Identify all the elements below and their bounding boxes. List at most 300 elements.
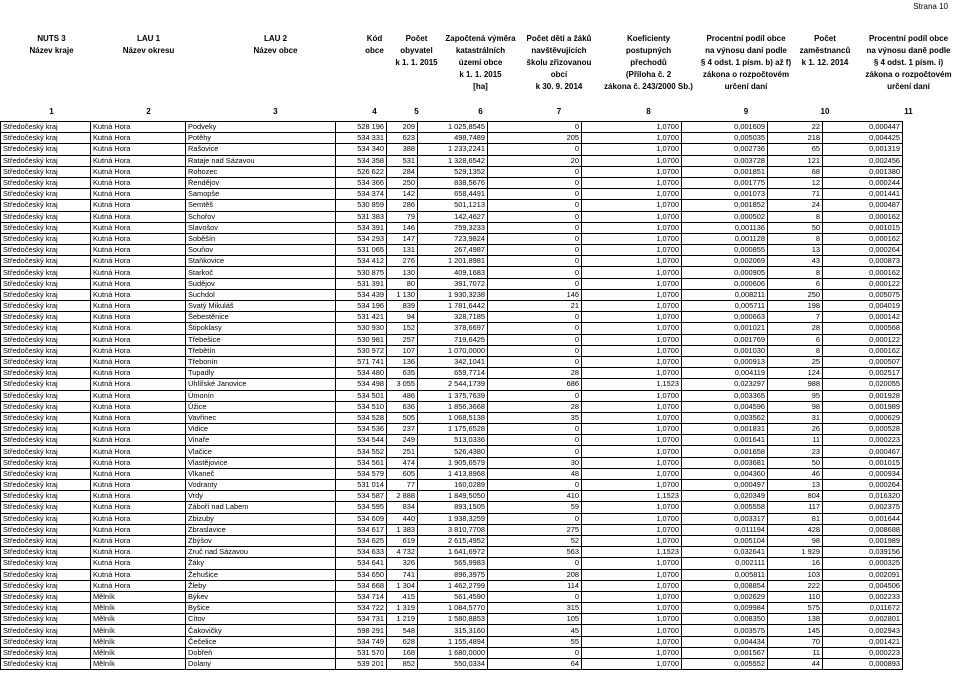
table-cell: 0,003681 xyxy=(682,457,768,468)
table-cell: 0,000162 xyxy=(823,345,903,356)
table-cell: Středočeský kraj xyxy=(1,569,91,580)
table-cell: 0 xyxy=(488,390,582,401)
table-cell: 1 175,6528 xyxy=(418,424,488,435)
table-cell: 71 xyxy=(768,189,823,200)
table-cell: 251 xyxy=(387,446,418,457)
table-cell: 0,005075 xyxy=(823,289,903,300)
table-cell: 0,004596 xyxy=(682,401,768,412)
table-cell: Středočeský kraj xyxy=(1,166,91,177)
table-row xyxy=(1,278,903,289)
data-table xyxy=(0,121,903,670)
table-cell: 1,0700 xyxy=(582,368,682,379)
table-cell: 103 xyxy=(768,569,823,580)
table-cell: Byšice xyxy=(186,603,336,614)
table-cell: Suchdol xyxy=(186,289,336,300)
table-cell: 98 xyxy=(768,401,823,412)
table-row xyxy=(1,535,903,546)
table-cell: 759,3233 xyxy=(418,222,488,233)
table-cell: 534 340 xyxy=(336,144,387,155)
table-cell: Vinaře xyxy=(186,435,336,446)
table-cell: 0,000142 xyxy=(823,312,903,323)
table-cell: 131 xyxy=(387,245,418,256)
column-header: Procentní podíl obce na výnosu daně podle § 4 odst. 1 písm. i) zákona o rozpočtovém určení daní xyxy=(865,34,952,91)
table-cell: Uhlířské Janovice xyxy=(186,379,336,390)
table-cell: 25 xyxy=(768,356,823,367)
table-cell: 534 722 xyxy=(336,603,387,614)
table-cell: Zruč nad Sázavou xyxy=(186,547,336,558)
table-cell: 0,000855 xyxy=(682,245,768,256)
table-cell: 1,0700 xyxy=(582,401,682,412)
table-row xyxy=(1,457,903,468)
table-row xyxy=(1,636,903,647)
table-cell: 0,000447 xyxy=(823,122,903,133)
table-cell: 1,0700 xyxy=(582,502,682,513)
table-cell: 6 xyxy=(768,334,823,345)
table-cell: 1 219 xyxy=(387,614,418,625)
table-cell: 534 579 xyxy=(336,468,387,479)
table-cell: Středočeský kraj xyxy=(1,401,91,412)
table-cell: 659,7714 xyxy=(418,368,488,379)
table-row xyxy=(1,189,903,200)
table-cell: 0 xyxy=(488,356,582,367)
table-cell: 2 888 xyxy=(387,491,418,502)
table-cell: 80 xyxy=(387,278,418,289)
table-cell: 498,7489 xyxy=(418,133,488,144)
table-cell: 378,6697 xyxy=(418,323,488,334)
column-number: 9 xyxy=(743,107,749,116)
table-cell: 326 xyxy=(387,558,418,569)
table-cell: Středočeský kraj xyxy=(1,133,91,144)
table-cell: 105 xyxy=(488,614,582,625)
table-cell: Středočeský kraj xyxy=(1,177,91,188)
table-cell: 284 xyxy=(387,166,418,177)
table-cell: Dolany xyxy=(186,659,336,670)
table-cell: 531 383 xyxy=(336,211,387,222)
table-cell: 0,020349 xyxy=(682,491,768,502)
table-row xyxy=(1,155,903,166)
table-row xyxy=(1,480,903,491)
table-cell: 46 xyxy=(768,468,823,479)
table-cell: Kutná Hora xyxy=(91,301,186,312)
table-cell: 130 xyxy=(387,267,418,278)
table-cell: 0,001851 xyxy=(682,166,768,177)
table-cell: 534 641 xyxy=(336,558,387,569)
table-cell: Mělník xyxy=(91,647,186,658)
table-cell: 0,000629 xyxy=(823,412,903,423)
table-cell: 28 xyxy=(488,368,582,379)
table-cell: 142 xyxy=(387,189,418,200)
table-cell: 124 xyxy=(768,368,823,379)
table-cell: Kutná Hora xyxy=(91,323,186,334)
table-cell: 70 xyxy=(768,636,823,647)
table-cell: Středočeský kraj xyxy=(1,301,91,312)
table-cell: Středočeský kraj xyxy=(1,233,91,244)
table-cell: Středočeský kraj xyxy=(1,580,91,591)
table-cell: Soběšín xyxy=(186,233,336,244)
table-cell: 0,000663 xyxy=(682,312,768,323)
table-row xyxy=(1,245,903,256)
table-cell: Kutná Hora xyxy=(91,435,186,446)
table-cell: Vlastějovice xyxy=(186,457,336,468)
table-cell: 534 374 xyxy=(336,189,387,200)
table-cell: Starkoč xyxy=(186,267,336,278)
table-cell: 534 293 xyxy=(336,233,387,244)
table-cell: 0,001769 xyxy=(682,334,768,345)
table-cell: 0 xyxy=(488,312,582,323)
table-cell: 0,001831 xyxy=(682,424,768,435)
table-cell: Třebonín xyxy=(186,356,336,367)
table-cell: Středočeský kraj xyxy=(1,535,91,546)
table-cell: Kutná Hora xyxy=(91,222,186,233)
table-cell: 0,002091 xyxy=(823,569,903,580)
table-cell: 474 xyxy=(387,457,418,468)
table-cell: 1,1523 xyxy=(582,379,682,390)
table-cell: 741 xyxy=(387,569,418,580)
table-row xyxy=(1,625,903,636)
table-cell: 44 xyxy=(768,659,823,670)
table-cell: Kutná Hora xyxy=(91,166,186,177)
table-cell: 534 552 xyxy=(336,446,387,457)
table-cell: 1 025,8545 xyxy=(418,122,488,133)
table-cell: Středočeský kraj xyxy=(1,636,91,647)
table-cell: Zbizuby xyxy=(186,513,336,524)
table-row xyxy=(1,200,903,211)
table-cell: 534 536 xyxy=(336,424,387,435)
table-cell: Mělník xyxy=(91,659,186,670)
page-number: Strana 10 xyxy=(913,2,948,11)
table-cell: 0,004360 xyxy=(682,468,768,479)
table-row xyxy=(1,312,903,323)
table-cell: 1,0700 xyxy=(582,245,682,256)
table-cell: 0,000223 xyxy=(823,647,903,658)
table-cell: Středočeský kraj xyxy=(1,345,91,356)
table-cell: Středočeský kraj xyxy=(1,256,91,267)
table-cell: 209 xyxy=(387,122,418,133)
table-cell: 534 714 xyxy=(336,591,387,602)
table-cell: 110 xyxy=(768,591,823,602)
table-cell: 530 972 xyxy=(336,345,387,356)
table-cell: 1,0700 xyxy=(582,412,682,423)
table-cell: 0,001989 xyxy=(823,535,903,546)
table-row xyxy=(1,513,903,524)
table-cell: 59 xyxy=(488,502,582,513)
table-cell: 0,008688 xyxy=(823,524,903,535)
table-cell: 81 xyxy=(768,513,823,524)
table-cell: 623 xyxy=(387,133,418,144)
table-cell: 1 462,2799 xyxy=(418,580,488,591)
table-row xyxy=(1,323,903,334)
table-cell: 0 xyxy=(488,345,582,356)
table-cell: Kutná Hora xyxy=(91,480,186,491)
table-cell: 526 622 xyxy=(336,166,387,177)
table-cell: 1,0700 xyxy=(582,659,682,670)
table-cell: 834 xyxy=(387,502,418,513)
table-cell: 208 xyxy=(488,569,582,580)
table-cell: Vrdy xyxy=(186,491,336,502)
table-cell: 534 731 xyxy=(336,614,387,625)
table-cell: 0,000122 xyxy=(823,278,903,289)
table-cell: 1,0700 xyxy=(582,424,682,435)
table-cell: 1,0700 xyxy=(582,312,682,323)
table-cell: Středočeský kraj xyxy=(1,122,91,133)
table-cell: 1 328,6542 xyxy=(418,155,488,166)
table-cell: 0,001609 xyxy=(682,122,768,133)
table-cell: 530 930 xyxy=(336,323,387,334)
table-cell: 534 510 xyxy=(336,401,387,412)
table-cell: 328,7185 xyxy=(418,312,488,323)
column-number: 7 xyxy=(556,107,562,116)
table-cell: 205 xyxy=(488,133,582,144)
table-cell: Čakovičky xyxy=(186,625,336,636)
table-cell: 0,004434 xyxy=(682,636,768,647)
table-row xyxy=(1,446,903,457)
table-cell: 534 501 xyxy=(336,390,387,401)
table-cell: 1,0700 xyxy=(582,446,682,457)
table-cell: Žehušice xyxy=(186,569,336,580)
table-cell: 852 xyxy=(387,659,418,670)
table-cell: Středočeský kraj xyxy=(1,412,91,423)
table-cell: Šebestěnice xyxy=(186,312,336,323)
table-cell: Vlkaneč xyxy=(186,468,336,479)
column-header: Kód obce xyxy=(365,34,384,55)
table-cell: 534 480 xyxy=(336,368,387,379)
table-cell: 0,004425 xyxy=(823,133,903,144)
table-cell: 531 xyxy=(387,155,418,166)
table-cell: Kutná Hora xyxy=(91,446,186,457)
table-cell: Středočeský kraj xyxy=(1,390,91,401)
table-cell: Žáky xyxy=(186,558,336,569)
table-cell: 0 xyxy=(488,334,582,345)
table-cell: 43 xyxy=(768,256,823,267)
table-row xyxy=(1,569,903,580)
table-cell: Kutná Hora xyxy=(91,424,186,435)
table-cell: 152 xyxy=(387,323,418,334)
table-cell: 0,001421 xyxy=(823,636,903,647)
table-cell: 35 xyxy=(488,412,582,423)
table-cell: 0 xyxy=(488,122,582,133)
table-cell: 0,001658 xyxy=(682,446,768,457)
table-cell: Kutná Hora xyxy=(91,245,186,256)
table-cell: 218 xyxy=(768,133,823,144)
table-cell: 0,001567 xyxy=(682,647,768,658)
table-cell: 117 xyxy=(768,502,823,513)
table-cell: 1,0700 xyxy=(582,569,682,580)
table-cell: 0,000264 xyxy=(823,245,903,256)
table-cell: Středočeský kraj xyxy=(1,334,91,345)
table-cell: 1 155,4894 xyxy=(418,636,488,647)
table-cell: Kutná Hora xyxy=(91,502,186,513)
table-cell: 1 413,8968 xyxy=(418,468,488,479)
table-cell: 1,0700 xyxy=(582,323,682,334)
table-cell: 0,001136 xyxy=(682,222,768,233)
table-cell: 0,000487 xyxy=(823,200,903,211)
table-cell: 686 xyxy=(488,379,582,390)
table-cell: 513,0336 xyxy=(418,435,488,446)
table-cell: 250 xyxy=(768,289,823,300)
table-cell: 598 291 xyxy=(336,625,387,636)
table-cell: 0,005711 xyxy=(682,301,768,312)
table-cell: 45 xyxy=(488,625,582,636)
table-cell: 98 xyxy=(768,535,823,546)
table-cell: 0,000873 xyxy=(823,256,903,267)
table-cell: Kutná Hora xyxy=(91,401,186,412)
table-row xyxy=(1,524,903,535)
table-cell: 0,032641 xyxy=(682,547,768,558)
table-cell: 1,0700 xyxy=(582,144,682,155)
table-cell: Svatý Mikuláš xyxy=(186,301,336,312)
table-cell: 1,0700 xyxy=(582,435,682,446)
table-cell: 440 xyxy=(387,513,418,524)
column-header: LAU 1 Název okresu xyxy=(122,34,175,55)
table-row xyxy=(1,256,903,267)
table-cell: 1,0700 xyxy=(582,524,682,535)
table-cell: 896,3975 xyxy=(418,569,488,580)
table-cell: 839 xyxy=(387,301,418,312)
table-cell: 534 528 xyxy=(336,412,387,423)
table-cell: 68 xyxy=(768,166,823,177)
table-row xyxy=(1,345,903,356)
table-cell: Středočeský kraj xyxy=(1,424,91,435)
table-cell: 531 421 xyxy=(336,312,387,323)
table-cell: Středočeský kraj xyxy=(1,647,91,658)
table-cell: 3 055 xyxy=(387,379,418,390)
table-cell: 636 xyxy=(387,401,418,412)
table-row xyxy=(1,580,903,591)
table-cell: Středočeský kraj xyxy=(1,491,91,502)
table-cell: 1,0700 xyxy=(582,166,682,177)
table-cell: 275 xyxy=(488,524,582,535)
table-cell: Býkev xyxy=(186,591,336,602)
table-cell: 0,003365 xyxy=(682,390,768,401)
table-cell: 138 xyxy=(768,614,823,625)
table-cell: Schořov xyxy=(186,211,336,222)
table-cell: 4 732 xyxy=(387,547,418,558)
table-cell: Středočeský kraj xyxy=(1,289,91,300)
table-cell: 0 xyxy=(488,256,582,267)
table-cell: 534 358 xyxy=(336,155,387,166)
table-cell: 530 859 xyxy=(336,200,387,211)
table-cell: 1,0700 xyxy=(582,468,682,479)
table-row xyxy=(1,390,903,401)
table-cell: 571 741 xyxy=(336,356,387,367)
table-cell: Středočeský kraj xyxy=(1,502,91,513)
column-header: Procentní podíl obce na výnosu daní podle § 4 odst. 1 písm. b) až f) zákona o rozpočtovém určení daní xyxy=(700,34,792,91)
table-cell: 16 xyxy=(768,558,823,569)
table-cell: 534 196 xyxy=(336,301,387,312)
table-cell: Slavošov xyxy=(186,222,336,233)
table-cell: 13 xyxy=(768,480,823,491)
table-cell: 315,3160 xyxy=(418,625,488,636)
table-cell: 1,0700 xyxy=(582,122,682,133)
table-cell: 719,6425 xyxy=(418,334,488,345)
table-cell: Kutná Hora xyxy=(91,580,186,591)
column-headers xyxy=(0,33,960,93)
table-cell: 1,0700 xyxy=(582,256,682,267)
table-cell: 1,0700 xyxy=(582,289,682,300)
table-cell: 409,1683 xyxy=(418,267,488,278)
table-cell: Středočeský kraj xyxy=(1,245,91,256)
table-cell: 534 331 xyxy=(336,133,387,144)
table-cell: Kutná Hora xyxy=(91,457,186,468)
table-cell: 95 xyxy=(768,390,823,401)
table-cell: 0,001441 xyxy=(823,189,903,200)
table-cell: Středočeský kraj xyxy=(1,278,91,289)
table-row xyxy=(1,401,903,412)
table-cell: 539 201 xyxy=(336,659,387,670)
table-cell: Středočeský kraj xyxy=(1,435,91,446)
table-cell: Zbýšov xyxy=(186,535,336,546)
table-cell: 530 981 xyxy=(336,334,387,345)
table-cell: 8 xyxy=(768,233,823,244)
table-cell: Žleby xyxy=(186,580,336,591)
table-cell: Vlačice xyxy=(186,446,336,457)
table-cell: Středočeský kraj xyxy=(1,457,91,468)
table-cell: 11 xyxy=(768,435,823,446)
table-row xyxy=(1,424,903,435)
table-cell: Středočeský kraj xyxy=(1,614,91,625)
table-cell: 1,0700 xyxy=(582,356,682,367)
table-cell: 0,008211 xyxy=(682,289,768,300)
table-cell: 619 xyxy=(387,535,418,546)
table-cell: Kutná Hora xyxy=(91,468,186,479)
table-cell: 0,008854 xyxy=(682,580,768,591)
table-cell: 1 130 xyxy=(387,289,418,300)
table-cell: 26 xyxy=(768,424,823,435)
table-cell: 534 650 xyxy=(336,569,387,580)
table-cell: Středočeský kraj xyxy=(1,356,91,367)
table-cell: 0,000502 xyxy=(682,211,768,222)
table-cell: 548 xyxy=(387,625,418,636)
column-header: Počet zaměstnanců k 1. 12. 2014 xyxy=(799,34,851,67)
table-cell: 0,002069 xyxy=(682,256,768,267)
table-cell: 0,001641 xyxy=(682,435,768,446)
table-row xyxy=(1,614,903,625)
table-cell: 64 xyxy=(488,659,582,670)
column-header: NUTS 3 Název kraje xyxy=(29,34,74,55)
table-cell: 1,0700 xyxy=(582,211,682,222)
table-cell: Kutná Hora xyxy=(91,390,186,401)
table-cell: Kutná Hora xyxy=(91,189,186,200)
table-cell: 388 xyxy=(387,144,418,155)
table-row xyxy=(1,603,903,614)
table-cell: 635 xyxy=(387,368,418,379)
table-cell: 0,002233 xyxy=(823,591,903,602)
table-cell: 48 xyxy=(488,468,582,479)
table-cell: 1 938,3259 xyxy=(418,513,488,524)
table-cell: Třebětín xyxy=(186,345,336,356)
table-cell: 1 781,6442 xyxy=(418,301,488,312)
table-cell: 0,002801 xyxy=(823,614,903,625)
table-row xyxy=(1,133,903,144)
table-cell: Kutná Hora xyxy=(91,368,186,379)
table-cell: 1,0700 xyxy=(582,267,682,278)
table-cell: 107 xyxy=(387,345,418,356)
table-cell: 2 615,4952 xyxy=(418,535,488,546)
table-cell: Kutná Hora xyxy=(91,155,186,166)
table-cell: Úžice xyxy=(186,401,336,412)
table-cell: 0,000905 xyxy=(682,267,768,278)
table-row xyxy=(1,222,903,233)
table-cell: 531 014 xyxy=(336,480,387,491)
table-cell: 0,001021 xyxy=(682,323,768,334)
table-cell: 0 xyxy=(488,480,582,491)
column-number: 3 xyxy=(273,107,278,116)
table-cell: 534 625 xyxy=(336,535,387,546)
table-cell: 250 xyxy=(387,177,418,188)
table-cell: Kutná Hora xyxy=(91,200,186,211)
table-cell: 0,002517 xyxy=(823,368,903,379)
table-cell: 1,0700 xyxy=(582,334,682,345)
